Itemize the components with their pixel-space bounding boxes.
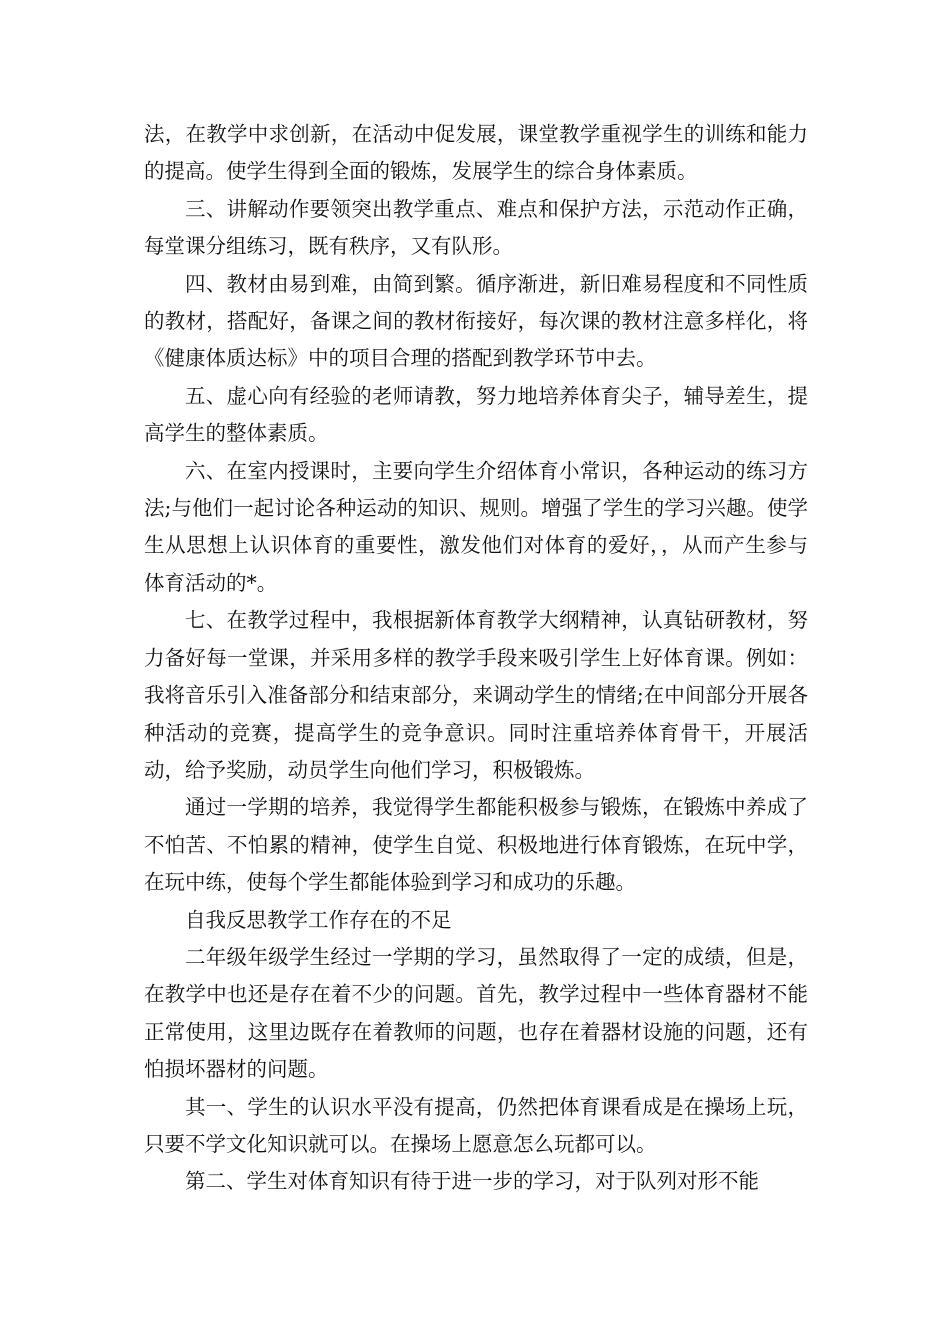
paragraph-point-three: 三、讲解动作要领突出教学重点、难点和保护方法，示范动作正确，每堂课分组练习，既有秩序，又有队形。 (144, 196, 808, 259)
paragraph-continuation: 法，在教学中求创新，在活动中促发展，课堂教学重视学生的训练和能力的提高。使学生得到全面的锻炼，发展学生的综合身体素质。 (144, 122, 808, 184)
section-heading: 自我反思教学工作存在的不足 (185, 907, 452, 932)
paragraph-shortcomings-intro: 二年级年级学生经过一学期的学习，虽然取得了一定的成绩，但是，在教学中也还是存在着不少的问题。首先，教学过程中一些体育器材不能正常使用，这里边既存在着教师的问题，也存在着器材设施的问题，还有怕损坏器材的问题。 (144, 944, 808, 1082)
paragraph-point-four: 四、教材由易到难，由简到繁。循序渐进，新旧难易程度和不同性质的教材，搭配好，备课之间的教材衔接好，每次课的教材注意多样化，将《健康体质达标》中的项目合理的搭配到教学环节中去。 (144, 271, 808, 371)
paragraph-shortcoming-one: 其一、学生的认识水平没有提高，仍然把体育课看成是在操场上玩，只要不学文化知识就可以。在操场上愿意怎么玩都可以。 (144, 1094, 808, 1156)
document-body (144, 116, 808, 1201)
paragraph-point-five: 五、虚心向有经验的老师请教，努力地培养体育尖子，辅导差生，提高学生的整体素质。 (144, 383, 808, 446)
paragraph-point-seven: 七、在教学过程中，我根据新体育教学大纲精神，认真钻研教材，努力备好每一堂课，并采用多样的教学手段来吸引学生上好体育课。例如：我将音乐引入准备部分和结束部分，来调动学生的情绪;在中间部分开展各种活动的竞赛，提高学生的竞争意识。同时注重培养体育骨干，开展活动，给予奖励，动员学生向他们学习，积极锻炼。 (144, 608, 808, 782)
paragraph-shortcoming-two: 第二、学生对体育知识有待于进一步的学习，对于队列对形不能 (185, 1169, 759, 1194)
paragraph-summary: 通过一学期的培养，我觉得学生都能积极参与锻炼，在锻炼中养成了不怕苦、不怕累的精神，使学生自觉、积极地进行体育锻炼，在玩中学，在玩中练，使每个学生都能体验到学习和成功的乐趣。 (144, 795, 808, 895)
paragraph-point-six: 六、在室内授课时，主要向学生介绍体育小常识，各种运动的练习方法;与他们一起讨论各种运动的知识、规则。增强了学生的学习兴趣。使学生从思想上认识体育的重要性，激发他们对体育的爱好，，从而产生参与体育活动的*。 (144, 458, 808, 595)
